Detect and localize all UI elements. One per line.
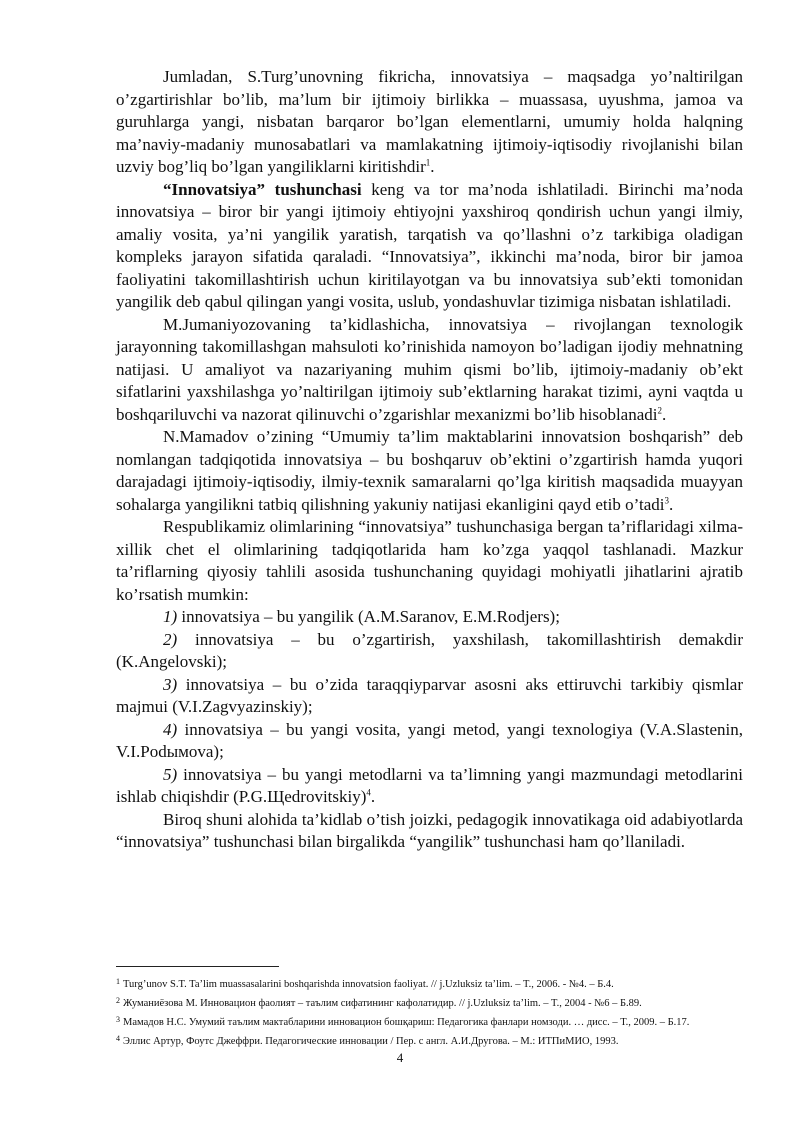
list-item-number: 5) [163,764,178,784]
footnote-number: 2 [116,996,120,1005]
list-item-text: innovatsiya – bu o’zgartirish, yaxshilash, takomillashtirish demakdir (K.Angelovski); [116,629,743,671]
footnote-4 [116,1032,743,1051]
paragraph-5 [116,516,743,606]
list-item [116,719,743,764]
paragraph-3: M.Jumaniyozovaning ta’kidlashicha, innovatsiya – rivojlangan texnologik jarayonning takomillashgan mahsuloti ko’rinishida namoyon bo’ladigan ijodiy mehnatning natijasi. U amaliyot va nazariyaning muhim qismi bo’lib, ijtimoiy-madaniy ob’ekt sifatlarini yaxshilashga yo’naltirilgan ijtimoiy sub’ektlarning harakat tizimi, ayni vaqtda u boshqariluvchi va nazorat qilinuvchi o’zgarishlar mexanizmi bo’lib hisoblanadi$^2$. [116,314,743,424]
page-number: 4 [396,1050,404,1065]
list-item [116,629,743,674]
paragraph-1: Jumladan, S.Turg’unovning fikricha, innovatsiya – maqsadga yo’naltirilgan o’zgartirishlar bo’lib, ma’lum bir ijtimoiy birlikka – muassasa, uyushma, jamoa va guruhlarga yangi, nisbatan barqaror bo’lgan elementlarni, umumiy holda halqning ma’naviy-madaniy munosabatlari va mamlakatning ijtimoiy-iqtisodiy rivojlanishi bilan uzviy bog’liq bo’lgan yangiliklarni kiritishdir$^1$. [116,67,743,176]
footnote-1 [116,975,743,994]
footnote-text: Жуманиёзова М. Инновацион фаолият – таълим сифатининг кафолатидир. // j.Uzluksiz ta’lim. – T., 2004 - №6 – Б.89. [123,998,642,1009]
paragraph-4-text: N.Mamadov o’zining “Umumiy ta’lim maktablarini innovatsion boshqarish” deb nomlangan tadqiqotida innovatsiya – bu boshqaruv ob’ektini o’zgartirish hamda yuqori darajadagi ijtimoiy-iqtisodiy, ilmiy-texnik samaralarni qo’lga kiritish maqsadida muayyan sohalarga yangilikni tatbiq qilishning yakuniy natijasi ekanligini qayd etib o’tadi [116,427,743,514]
footnote-ref-4[interactable]: 4 [366,787,371,798]
paragraph-3-text: M.Jumaniyozovaning ta’kidlashicha, innovatsiya – rivojlangan texnologik jarayonning takomillashgan mahsuloti ko’rinishida namoyon bo’ladigan ijodiy mehnatning natijasi. U amaliyot va nazariyaning muhim qismi bo’lib, ijtimoiy-madaniy ob’ekt sifatlarini yaxshilashga yo’naltirilgan ijtimoiy sub’ektlarning harakat tizimi, ayni vaqtda u boshqariluvchi va nazorat qilinuvchi o’zgarishlar mexanizmi bo’lib hisoblanadi [116,314,743,424]
paragraph-2 [116,179,743,314]
paragraph-4: N.Mamadov o’zining “Umumiy ta’lim maktablarini innovatsion boshqarish” deb nomlangan tadqiqotida innovatsiya – bu boshqaruv ob’ektini o’zgartirish hamda yuqori darajadagi ijtimoiy-iqtisodiy, ilmiy-texnik samaralarni qo’lga kiritish maqsadida muayyan sohalarga yangilikni tatbiq qilishning yakuniy natijasi ekanligini qayd etib o’tadi$^3$. [116,427,743,514]
footnote-divider [116,966,279,967]
footnote-text: Эллис Артур, Фоутс Джеффри. Педагогические инновации / Пер. с англ. А.И.Другова. – М.: ИТПиМИО, 1993. [123,1036,619,1047]
list-item [116,606,743,629]
list-item-number: 3) [163,674,178,694]
footnote-number: 3 [116,1015,120,1024]
footnote-number: 1 [116,977,120,986]
list-item [116,674,743,719]
list-item-number: 2) [163,629,178,649]
footnote-ref-1[interactable]: 1 [425,157,431,168]
list-item: 5) innovatsiya – bu yangi metodlarni va ta’limning yangi mazmundagi metodlarini ishlab chiqishdir (P.G.Щedrovitskiy)$^4$. [116,764,744,806]
footnote-ref-2[interactable]: 2 [657,404,662,415]
paragraph-5-text: Respublikamiz olimlarining “innovatsiya” tushunchasiga bergan ta’riflaridagi xilma-xillik chet el olimlarining tadqiqotlarida ham ko’zga yaqqol tashlanadi. Mazkur ta’riflarning qiyosiy tahlili asosida tushunchaning quyidagi mohiyatli jihatlarini ajratib ko’rsatish mumkin: [116,517,743,604]
footnote-3 [116,1013,743,1032]
footnote-ref-3[interactable]: 3 [664,494,669,505]
list-item-number: 1) [163,607,178,626]
list-item-number: 4) [163,719,178,739]
list-item-text: innovatsiya – bu yangilik (A.M.Saranov, E.M.Rodjers); [181,607,560,626]
paragraph-1-text: Jumladan, S.Turg’unovning fikricha, innovatsiya – maqsadga yo’naltirilgan o’zgartirishlar bo’lib, ma’lum bir ijtimoiy birlikka – muassasa, uyushma, jamoa va guruhlarga yangi, nisbatan barqaror bo’lgan elementlarni, umumiy holda halqning ma’naviy-madaniy munosabatlari va mamlakatning ijtimoiy-iqtisodiy rivojlanishi bilan uzviy bog’liq bo’lgan yangiliklarni kiritishdir [116,67,743,176]
paragraph-6-text: Biroq shuni alohida ta’kidlab o’tish joizki, pedagogik innovatikaga oid adabiyotlarda “innovatsiya” tushunchasi bilan birgalikda “yangilik” tushunchasi ham qo’llaniladi. [116,809,743,851]
paragraph-2-text: keng va tor ma’noda ishlatiladi. Birinchi ma’noda innovatsiya – biror bir yangi ijtimoiy ehtiyojni yaxshiroq qondirish uchun yangi ilmiy, amaliy vosita, ya’ni yangilik yaratish, tarqatish va qo’llashni o’z tarkibiga oladigan kompleks jarayon sifatida qaraladi. “Innovatsiya”, ikkinchi ma’noda, biror bir jamoa faoliyatini takomillashtirish uchun kiritilayotgan va bu innovatsiya sub’ekti tomonidan yangilik deb qabul qilingan yangi vosita, uslub, yondashuvlar tizimiga nisbatan ishlatiladi. [116,179,744,311]
footnote-text: Мамадов Н.С. Умумий таълим мактабларини инновацион бошқариш: Педагогика фанлари номзоди. … дисс. – Т., 2009. – Б.17. [123,1017,690,1028]
footnote-number: 4 [116,1034,120,1043]
footnotes [116,975,743,1051]
footnote-text: Turg’unov S.T. Ta’lim muassasalarini boshqarishda innovatsion faoliyat. // j.Uzluksiz ta’lim. – T., 2006. - №4. – Б.4. [123,979,614,990]
document-body [116,66,743,854]
footnote-2 [116,994,743,1013]
paragraph-6 [116,809,743,854]
list-item-text: innovatsiya – bu o’zida taraqqiyparvar asosni aks ettiruvchi tarkibiy qismlar majmui (V.I.Zagvyazinskiy); [116,674,744,716]
list-item-text: innovatsiya – bu yangi metodlarni va ta’limning yangi mazmundagi metodlarini ishlab chiqishdir (P.G.Щedrovitskiy) [116,764,744,806]
list-item-text: innovatsiya – bu yangi vosita, yangi metod, yangi texnologiya (V.A.Slastenin, V.I.Podымova); [116,719,743,761]
paragraph-2-term: “Innovatsiya” tushunchasi [163,179,362,199]
